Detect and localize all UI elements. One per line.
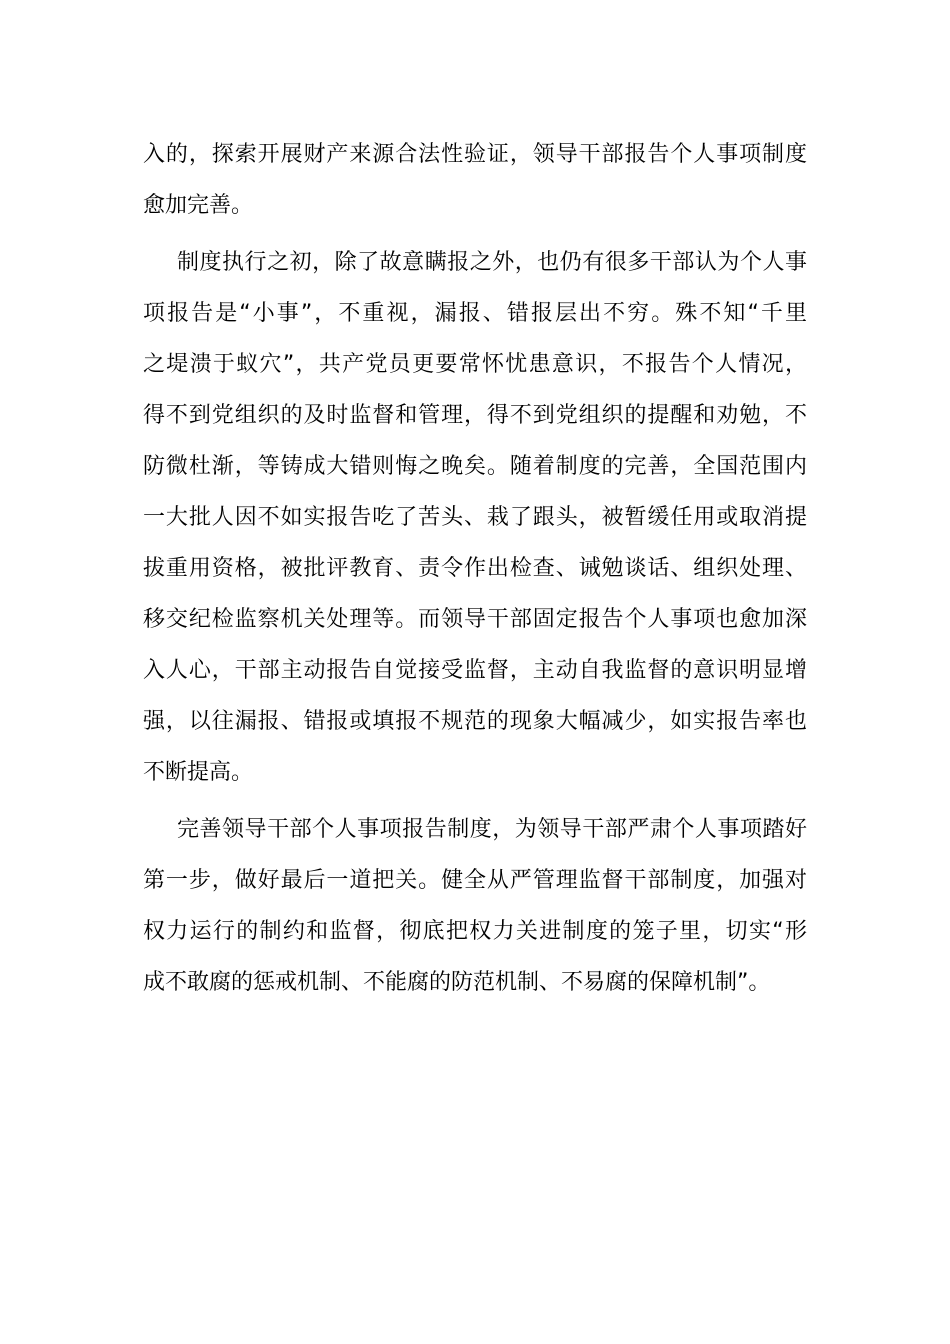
- paragraph-line: 之堤溃于蚁穴”，共产党员更要常怀忧患意识，不报告个人情况，: [143, 352, 807, 377]
- document-body: [143, 129, 807, 1008]
- paragraph-line: 完善领导干部个人事项报告制度，为领导干部严肃个人事项踏好: [177, 817, 807, 842]
- paragraph-line: 制度执行之初，除了故意瞒报之外，也仍有很多干部认为个人事: [177, 250, 807, 275]
- paragraph-2: [143, 237, 807, 798]
- paragraph-line: 项报告是“小事”，不重视，漏报、错报层出不穷。殊不知“千里: [143, 301, 807, 326]
- paragraph-line: 权力运行的制约和监督，彻底把权力关进制度的笼子里，切实“形: [143, 919, 807, 944]
- paragraph-line: 不断提高。: [143, 760, 254, 785]
- paragraph-line: 入人心，干部主动报告自觉接受监督，主动自我监督的意识明显增: [143, 658, 807, 683]
- paragraph-line: 拔重用资格，被批评教育、责令作出检查、诫勉谈话、组织处理、: [143, 556, 807, 581]
- paragraph-line: 一大批人因不如实报告吃了苦头、栽了跟头，被暂缓任用或取消提: [143, 505, 807, 530]
- paragraph-line: 愈加完善。: [143, 193, 254, 218]
- paragraph-line: 得不到党组织的及时监督和管理，得不到党组织的提醒和劝勉，不: [143, 403, 807, 428]
- paragraph-line: 防微杜渐，等铸成大错则悔之晚矣。随着制度的完善，全国范围内: [143, 454, 807, 479]
- paragraph-line: 移交纪检监察机关处理等。而领导干部固定报告个人事项也愈加深: [143, 607, 807, 632]
- paragraph-1: [143, 129, 807, 231]
- paragraph-line: 第一步，做好最后一道把关。健全从严管理监督干部制度，加强对: [143, 868, 807, 893]
- paragraph-line: 入的，探索开展财产来源合法性验证，领导干部报告个人事项制度: [143, 142, 807, 167]
- paragraph-line: 成不敢腐的惩戒机制、不能腐的防范机制、不易腐的保障机制”。: [143, 970, 771, 995]
- paragraph-3: [143, 804, 807, 1008]
- paragraph-line: 强，以往漏报、错报或填报不规范的现象大幅减少，如实报告率也: [143, 709, 807, 734]
